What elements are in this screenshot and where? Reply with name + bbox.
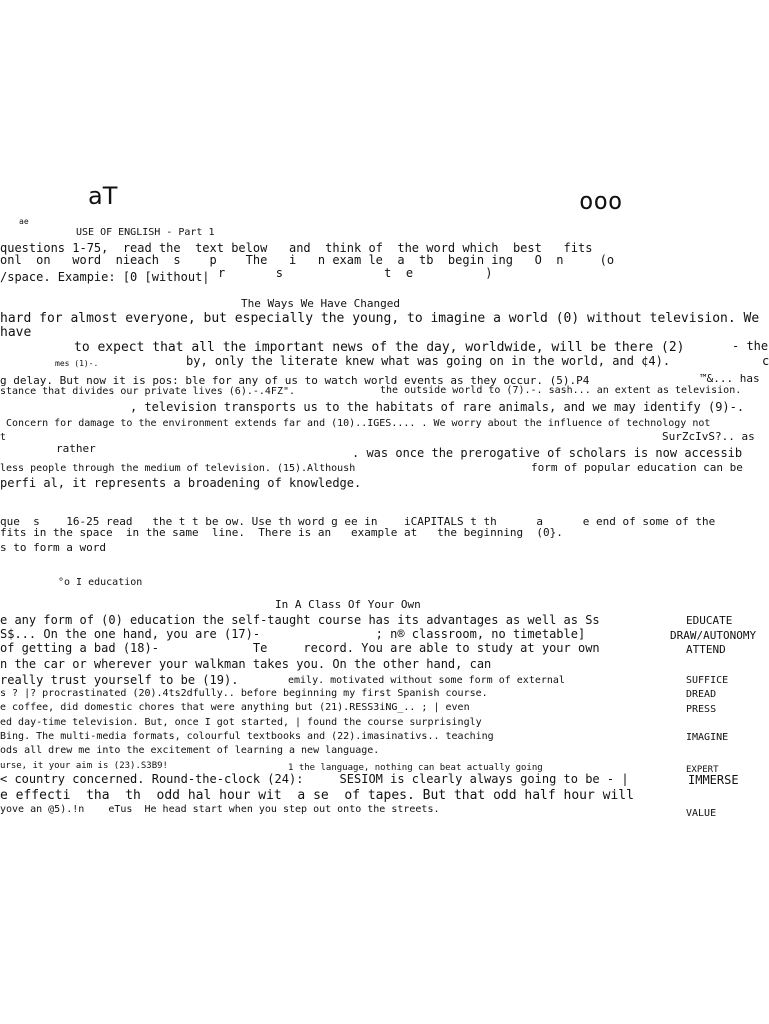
part2-line: S$... On the one hand, you are (17)- ; n® classroom, no timetable] xyxy=(0,627,586,641)
keyword-educate: EDUCATE xyxy=(686,614,733,627)
part1-line: the outside world to (7).-. sash... an extent as television. xyxy=(380,385,742,396)
part2-line: urse, it your aim is (23).S3B9! xyxy=(0,761,168,771)
part2-line: < country concerned. Round-the-clock (24): SESIOM is clearly always going to be - | xyxy=(0,772,629,786)
part1-fragment: SurZcIvS?.. as xyxy=(662,430,755,443)
part2-line: s ? |? procrastinated (20).4ts2dfully.. before beginning my first Spanish course. xyxy=(0,688,488,699)
part2-line: really trust yourself to be (19). xyxy=(0,673,239,687)
logo-left: aT xyxy=(88,182,118,210)
part2-fragment: 1 the language, nothing can beat actually going xyxy=(288,763,543,773)
part1-line: . was once the prerogative of scholars is now accessib xyxy=(352,446,743,460)
part2-line: e coffee, did domestic chores that were anything but (21).RESS3iNG_.. ; | even xyxy=(0,702,470,713)
part1-instruction-1: questions 1-75, read the text below and think of the word which best fits xyxy=(0,241,593,255)
logo-right: ooo xyxy=(579,187,623,215)
part2-instruction-3: s to form a word xyxy=(0,541,106,554)
part2-instruction-2: fits in the space in the same line. There is an example at the beginning (0}. xyxy=(0,526,563,539)
part2-line: ed day-time television. But, once I got started, | found the course surprisingly xyxy=(0,717,482,728)
keyword-draw-autonomy: DRAW/AUTONOMY xyxy=(670,629,757,642)
part1-instruction-3b: r s t e ) xyxy=(218,266,493,280)
part1-line: perfi al, it represents a broadening of knowledge. xyxy=(0,476,362,490)
part2-example: °o I education xyxy=(58,577,143,588)
part1-line: stance that divides our private lives (6).-.4FZ". xyxy=(0,386,296,397)
part1-heading: The Ways We Have Changed xyxy=(241,297,400,310)
part1-fragment: c xyxy=(762,354,769,368)
part1-fragment: mes (1)-. xyxy=(55,359,99,368)
part1-line: hard for almost everyone, but especially the young, to imagine a world (0) without television. We xyxy=(0,311,760,326)
part2-line: yove an @5).!n eTus He head start when you step out onto the streets. xyxy=(0,804,440,815)
part1-title: USE OF ENGLISH - Part 1 xyxy=(76,227,215,238)
part1-line: to expect that all the important news of the day, worldwide, will be there (2) xyxy=(74,340,685,355)
part1-fragment: rather xyxy=(56,442,96,455)
part1-line: Concern for damage to the environment extends far and (10)..IGES.... . We worry about the influence of technology not xyxy=(6,418,711,429)
part1-instruction-3: /space. Exampie: [0 [without| xyxy=(0,270,210,284)
tiny-mark: ae xyxy=(19,217,29,226)
part1-fragment: ™&... has xyxy=(700,372,760,385)
part2-fragment: emily. motivated without some form of external xyxy=(288,675,565,686)
keyword-expert: EXPERT xyxy=(686,765,719,775)
part1-line: , television transports us to the habitats of rare animals, and we may identify (9)-. xyxy=(130,400,745,414)
part2-heading: In A Class Of Your Own xyxy=(275,598,421,611)
part2-line: e effecti tha th odd hal hour wit a se of tapes. But that odd half hour will xyxy=(0,788,634,803)
part1-line: g delay. But now it is pos: ble for any of us to watch world events as they occur. (5).P4 xyxy=(0,374,590,387)
keyword-value: VALUE xyxy=(686,808,717,819)
part2-line: ods all drew me into the excitement of learning a new language. xyxy=(0,745,380,756)
part2-instruction-1: que s 16-25 read the t t be ow. Use th word g ee in iCAPITALS t th a e end of some of the xyxy=(0,515,716,528)
part1-line: - the xyxy=(732,339,769,353)
part2-line: of getting a bad (18)- Te record. You are able to study at your own xyxy=(0,641,600,655)
keyword-press: PRESS xyxy=(686,704,717,715)
keyword-suffice: SUFFICE xyxy=(686,675,729,686)
keyword-imagine: IMAGINE xyxy=(686,732,729,743)
part2-line: n the car or wherever your walkman takes you. On the other hand, can xyxy=(0,657,492,671)
part1-line: form of popular education can be xyxy=(531,461,743,474)
part1-instruction-2: onl on word nieach s p The i n exam le a tb begin ing O n (o xyxy=(0,253,615,267)
part1-line: less people through the medium of television. (15).Althoush xyxy=(0,463,356,474)
keyword-attend: ATTEND xyxy=(686,643,726,656)
part2-line: Bing. The multi-media formats, colourful textbooks and (22).imasinativs.. teaching xyxy=(0,731,494,742)
part1-line: have xyxy=(0,325,32,340)
part1-line: by, only the literate knew what was going on in the world, and ¢4). xyxy=(186,354,671,368)
part2-line: e any form of (0) education the self-taught course has its advantages as well as Ss xyxy=(0,613,600,627)
part1-fragment: t xyxy=(0,432,7,443)
keyword-immerse: IMMERSE xyxy=(688,773,739,787)
keyword-dread: DREAD xyxy=(686,689,717,700)
